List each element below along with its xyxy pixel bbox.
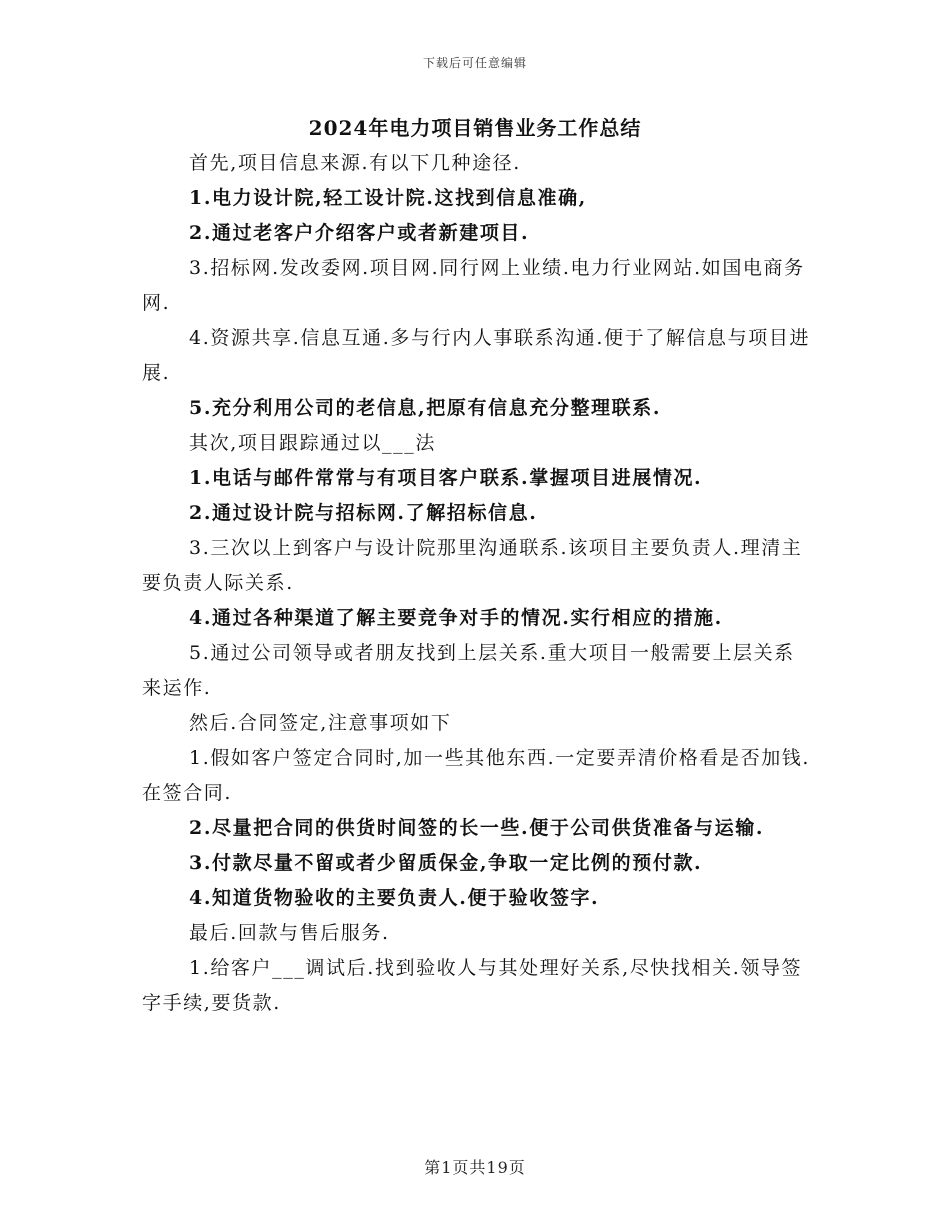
paragraph: 4.通过各种渠道了解主要竞争对手的情况.实行相应的措施. <box>189 607 723 629</box>
paragraph: 然后.合同签定,注意事项如下 <box>189 712 452 734</box>
paragraph: 1.假如客户签定合同时,加一些其他东西.一定要弄清价格看是否加钱.在签合同. <box>142 747 811 804</box>
paragraph: 其次,项目跟踪通过以___法 <box>189 432 436 454</box>
paragraph: 2.通过设计院与招标网.了解招标信息. <box>189 502 538 524</box>
paragraph: 最后.回款与售后服务. <box>189 922 390 944</box>
paragraph: 3.招标网.发改委网.项目网.同行网上业绩.电力行业网站.如国电商务网. <box>142 257 805 314</box>
paragraph: 3.付款尽量不留或者少留质保金,争取一定比例的预付款. <box>189 852 703 874</box>
document-body <box>142 146 814 1021</box>
paragraph: 2.通过老客户介绍客户或者新建项目. <box>189 222 530 244</box>
paragraph: 1.电话与邮件常常与有项目客户联系.掌握项目进展情况. <box>189 467 703 489</box>
paragraph: 1.电力设计院,轻工设计院.这找到信息准确, <box>189 187 587 209</box>
paragraph: 首先,项目信息来源.有以下几种途径. <box>189 152 521 174</box>
paragraph: 2.尽量把合同的供货时间签的长一些.便于公司供货准备与运输. <box>189 817 765 839</box>
paragraph: 4.资源共享.信息互通.多与行内人事联系沟通.便于了解信息与项目进展. <box>142 327 811 384</box>
paragraph: 3.三次以上到客户与设计院那里沟通联系.该项目主要负责人.理清主要负责人际关系. <box>142 537 803 594</box>
paragraph: 5.通过公司领导或者朋友找到上层关系.重大项目一般需要上层关系来运作. <box>142 642 795 699</box>
header-note: 下载后可任意编辑 <box>422 56 527 70</box>
page-number: 第1页共19页 <box>424 1158 526 1177</box>
paragraph: 4.知道货物验收的主要负责人.便于验收签字. <box>189 887 600 909</box>
paragraph: 1.给客户___调试后.找到验收人与其处理好关系,尽快找相关.领导签字手续,要货款. <box>142 957 803 1014</box>
document-title: 2024年电力项目销售业务工作总结 <box>308 116 642 140</box>
paragraph: 5.充分利用公司的老信息,把原有信息充分整理联系. <box>189 397 662 419</box>
